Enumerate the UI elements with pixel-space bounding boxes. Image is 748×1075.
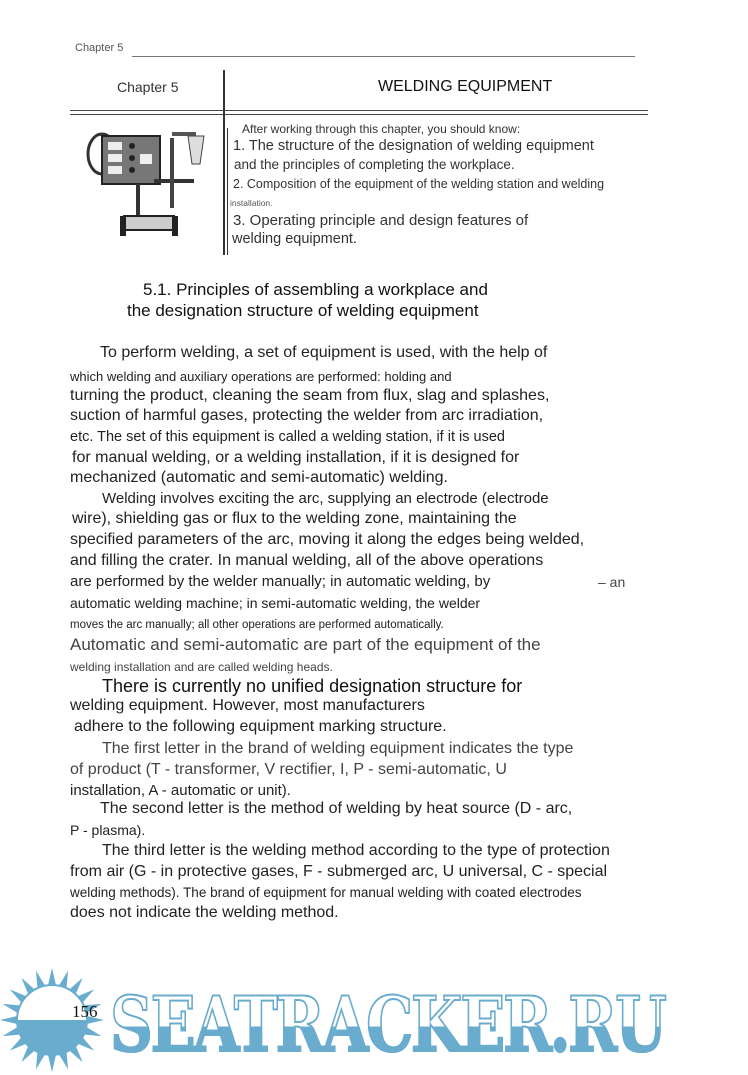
body-line: The third letter is the welding method according to the type of protection [102, 842, 610, 859]
sun-ray [48, 1054, 57, 1072]
running-header: Chapter 5 [75, 42, 124, 54]
body-line: welding equipment. However, most manufacturers [70, 697, 425, 714]
objectives-intro: After working through this chapter, you should know: [242, 122, 521, 136]
body-line: automatic welding machine; in semi-automatic welding, the welder [70, 595, 481, 611]
chapter-label: Chapter 5 [117, 79, 179, 95]
body-line: welding methods). The brand of equipment for manual welding with coated electrodes [70, 885, 582, 900]
body-line: are performed by the welder manually; in automatic welding, by [70, 573, 491, 590]
objective-line: 3. Operating principle and design features of [233, 212, 529, 229]
body-line: welding installation and are called welding heads. [70, 660, 333, 674]
objective-line: 2. Composition of the equipment of the welding station and welding [233, 177, 605, 191]
section-title-line: 5.1. Principles of assembling a workplace and [143, 280, 488, 299]
body-line: adhere to the following equipment marking structure. [74, 718, 447, 735]
chapter-double-rule-bottom [70, 114, 648, 115]
watermark-logo [110, 980, 664, 1069]
objective-line: 1. The structure of the designation of welding equipment [233, 138, 594, 154]
body-line: The second letter is the method of welding by heat source (D - arc, [100, 800, 573, 817]
header-rule [132, 56, 635, 57]
body-line: moves the arc manually; all other operations are performed automatically. [70, 619, 444, 631]
objective-line: and the principles of completing the workplace. [234, 157, 515, 172]
body-line: for manual welding, or a welding installation, if it is designed for [72, 449, 520, 466]
page-number: 156 [72, 1002, 98, 1021]
body-line: mechanized (automatic and semi-automatic) welding. [70, 469, 448, 486]
body-line: installation, A - automatic or unit). [70, 782, 291, 799]
section-title-line: the designation structure of welding equipment [127, 301, 479, 320]
body-line: of product (T - transformer, V rectifier, I, P - semi-automatic, U [70, 761, 507, 778]
body-line: Automatic and semi-automatic are part of the equipment of the [70, 635, 541, 654]
body-line: and filling the crater. In manual welding, all of the above operations [70, 552, 544, 569]
body-line: specified parameters of the arc, moving it along the edges being welded, [70, 531, 585, 548]
body-line: wire), shielding gas or flux to the welding zone, maintaining the [72, 510, 517, 527]
body-line-fragment: – an [598, 574, 626, 590]
body-line: does not indicate the welding method. [70, 904, 339, 921]
chapter-vertical-rule-inner [227, 128, 228, 255]
body-line: from air (G - in protective gases, F - submerged arc, U universal, C - special [70, 863, 608, 880]
body-line: turning the product, cleaning the seam from flux, slag and splashes, [70, 387, 550, 404]
chapter-double-rule-top [70, 110, 648, 111]
body-line: There is currently no unified designation structure for [102, 676, 523, 696]
chapter-title: WELDING EQUIPMENT [378, 78, 553, 95]
body-line: etc. The set of this equipment is called a welding station, if it is used [70, 429, 505, 445]
chapter-vertical-rule [223, 70, 225, 255]
body-line: P - plasma). [70, 822, 146, 838]
sun-ray [48, 968, 57, 986]
objective-line: installation. [230, 198, 273, 208]
watermark-text: SEATRACKER.RU [110, 980, 665, 1069]
body-line: The first letter in the brand of welding equipment indicates the type [102, 740, 574, 757]
welding-machine-illustration [84, 124, 214, 239]
objective-line: welding equipment. [232, 231, 357, 247]
body-line: which welding and auxiliary operations are performed: holding and [70, 369, 452, 384]
sun-ray [0, 1016, 18, 1025]
body-line: suction of harmful gases, protecting the welder from arc irradiation, [70, 407, 544, 424]
body-line: To perform welding, a set of equipment is used, with the help of [100, 344, 548, 361]
body-line: Welding involves exciting the arc, supplying an electrode (electrode [102, 490, 549, 507]
